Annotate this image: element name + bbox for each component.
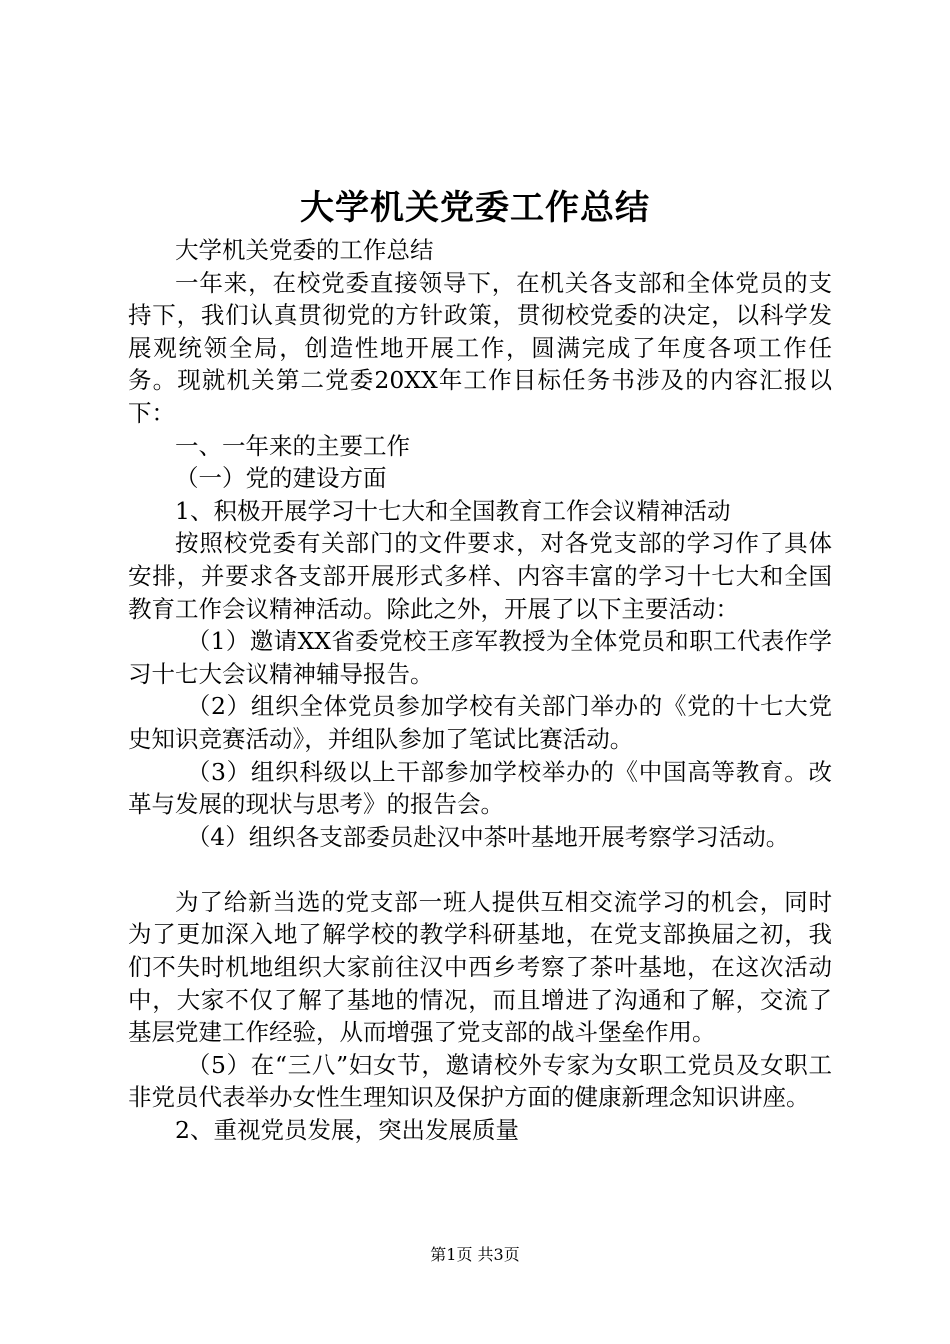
- page-footer: 第1页 共3页: [430, 1245, 520, 1264]
- paragraph-subtitle: 大学机关党委的工作总结: [175, 236, 434, 264]
- heading-section-1: 一、一年来的主要工作: [175, 431, 410, 460]
- document-title: 大学机关党委工作总结: [300, 188, 650, 228]
- list-item-5: （5）在“三八”妇女节，邀请校外专家为女职工党员及女职工非党员代表举办女性生理知识及保护方面的健康新理念知识讲座。: [128, 1050, 832, 1112]
- heading-subsection-1: （一）党的建设方面: [175, 464, 387, 493]
- list-item-1: （1）邀请XX省委党校王彦军教授为全体党员和职工代表作学习十七大会议精神辅导报告。: [128, 627, 832, 688]
- heading-item-1: 1、积极开展学习十七大和全国教育工作会议精神活动: [175, 496, 731, 525]
- paragraph-body: 为了给新当选的党支部一班人提供互相交流学习的机会，同时为了更加深入地了解学校的教学科研基地，在党支部换届之初，我们不失时机地组织大家前往汉中西乡考察了茶叶基地，在这次活动中，大家不仅了解了基地的情况，而且增进了沟通和了解，交流了基层党建工作经验，从而增强了党支部的战斗堡垒作用。: [128, 887, 832, 1047]
- list-item-4: （4）组织各支部委员赴汉中茶叶基地开展考察学习活动。: [186, 822, 790, 851]
- list-item-3: （3）组织科级以上干部参加学校举办的《中国高等教育。改革与发展的现状与思考》的报告会。: [128, 757, 832, 819]
- paragraph-body: 按照校党委有关部门的文件要求，对各党支部的学习作了具体安排，并要求各支部开展形式多样、内容丰富的学习十七大和全国教育工作会议精神活动。除此之外，开展了以下主要活动：: [128, 529, 832, 623]
- blank-line: [128, 853, 832, 886]
- list-item-2: （2）组织全体党员参加学校有关部门举办的《党的十七大党史知识竞赛活动》，并组队参加了笔试比赛活动。: [128, 692, 832, 753]
- document-body: [128, 234, 832, 1147]
- paragraph-intro: 一年来，在校党委直接领导下，在机关各支部和全体党员的支持下，我们认真贯彻党的方针政策，贯彻校党委的决定，以科学发展观统领全局，创造性地开展工作，圆满完成了年度各项工作任务。现就机关第二党委20XX年工作目标任务书涉及的内容汇报以下：: [128, 268, 832, 427]
- heading-item-2: 2、重视党员发展，突出发展质量: [175, 1116, 519, 1145]
